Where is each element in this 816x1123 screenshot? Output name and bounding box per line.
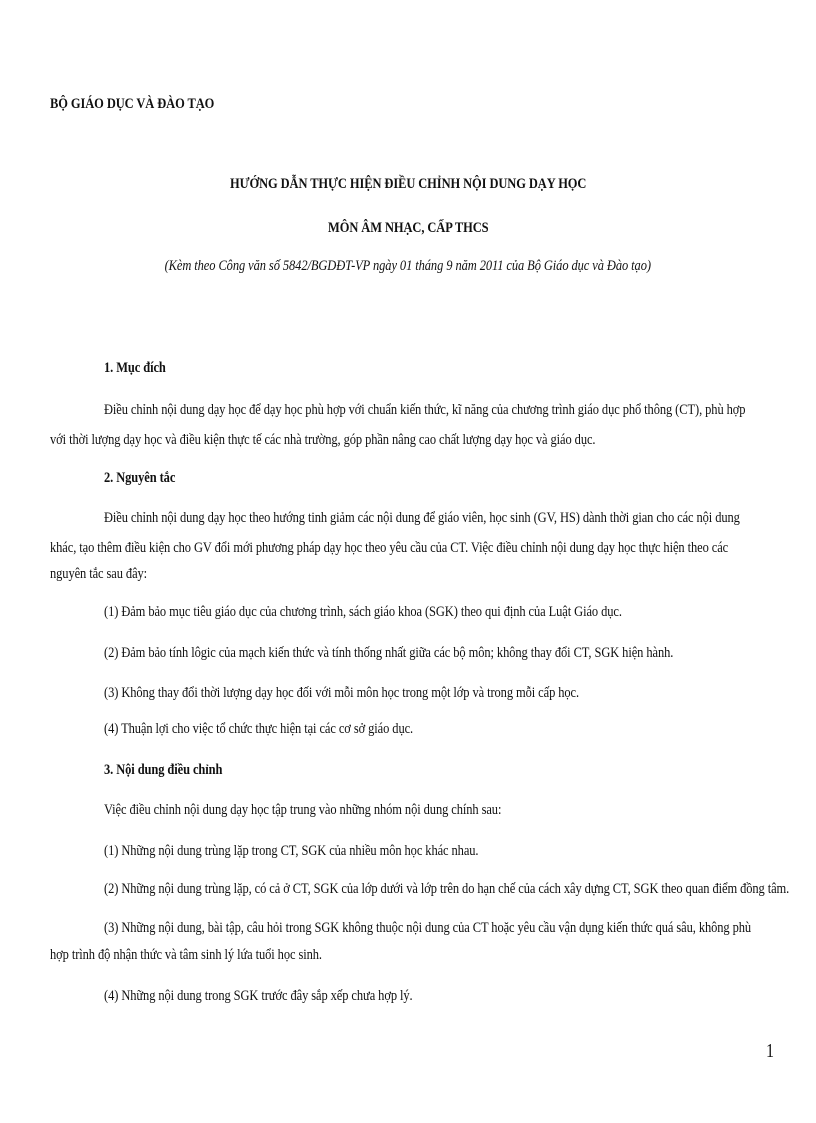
section2-heading: 2. Nguyên tắc <box>104 470 176 486</box>
section2-item-4: (4) Thuận lợi cho việc tổ chức thực hiện tại các cơ sở giáo dục. <box>104 721 414 737</box>
document-subtitle: (Kèm theo Công văn số 5842/BGDĐT-VP ngày 01 tháng 9 năm 2011 của Bộ Giáo dục và Đào tạo) <box>164 258 652 274</box>
section2-item-1: (1) Đảm bảo mục tiêu giáo dục của chương trình, sách giáo khoa (SGK) theo qui định của Luật Giáo dục. <box>104 604 622 620</box>
section2-para-line2: khác, tạo thêm điều kiện cho GV đổi mới phương pháp dạy học theo yêu cầu của CT. Việc điều chỉnh nội dung dạy học thực hiện theo các <box>50 540 729 556</box>
section3-item-2: (2) Những nội dung trùng lặp, có cả ở CT, SGK của lớp dưới và lớp trên do hạn chế của cách xây dựng CT, SGK theo quan điểm đồng tâm. <box>104 881 790 897</box>
section3-item-4: (4) Những nội dung trong SGK trước đây sắp xếp chưa hợp lý. <box>104 988 413 1004</box>
agency-name: BỘ GIÁO DỤC VÀ ĐÀO TẠO <box>50 96 215 112</box>
page-number: 1 <box>766 1040 774 1062</box>
section2-item-3: (3) Không thay đổi thời lượng dạy học đối với mỗi môn học trong một lớp và trong mỗi cấp học. <box>104 685 580 701</box>
section3-intro: Việc điều chỉnh nội dung dạy học tập trung vào những nhóm nội dung chính sau: <box>104 802 502 818</box>
section1-para-line1: Điều chỉnh nội dung dạy học để dạy học phù hợp với chuẩn kiến thức, kĩ năng của chương trình giáo dục phổ thông (CT), phù hợp <box>104 402 746 418</box>
section3-heading: 3. Nội dung điều chỉnh <box>104 762 223 778</box>
section3-item-1: (1) Những nội dung trùng lặp trong CT, SGK của nhiều môn học khác nhau. <box>104 843 479 859</box>
section3-item-3-line2: hợp trình độ nhận thức và tâm sinh lý lứa tuổi học sinh. <box>50 947 322 963</box>
section3-item-3-line1: (3) Những nội dung, bài tập, câu hỏi trong SGK không thuộc nội dung của CT hoặc yêu cầu vận dụng kiến thức quá sâu, không phù <box>104 920 752 936</box>
section2-para-line3: nguyên tắc sau đây: <box>50 566 148 582</box>
document-title-line2: MÔN ÂM NHẠC, CẤP THCS <box>327 220 489 236</box>
section1-heading: 1. Mục đích <box>104 360 166 376</box>
section2-para-line1: Điều chỉnh nội dung dạy học theo hướng tinh giảm các nội dung để giáo viên, học sinh (GV, HS) dành thời gian cho các nội dung <box>104 510 740 526</box>
document-title-line1: HƯỚNG DẪN THỰC HIỆN ĐIỀU CHỈNH NỘI DUNG DẠY HỌC <box>229 176 587 192</box>
section1-para-line2: với thời lượng dạy học và điều kiện thực tế các nhà trường, góp phần nâng cao chất lượng dạy học và giáo dục. <box>50 432 596 448</box>
section2-item-2: (2) Đảm bảo tính lôgic của mạch kiến thức và tính thống nhất giữa các bộ môn; không thay đổi CT, SGK hiện hành. <box>104 645 674 661</box>
